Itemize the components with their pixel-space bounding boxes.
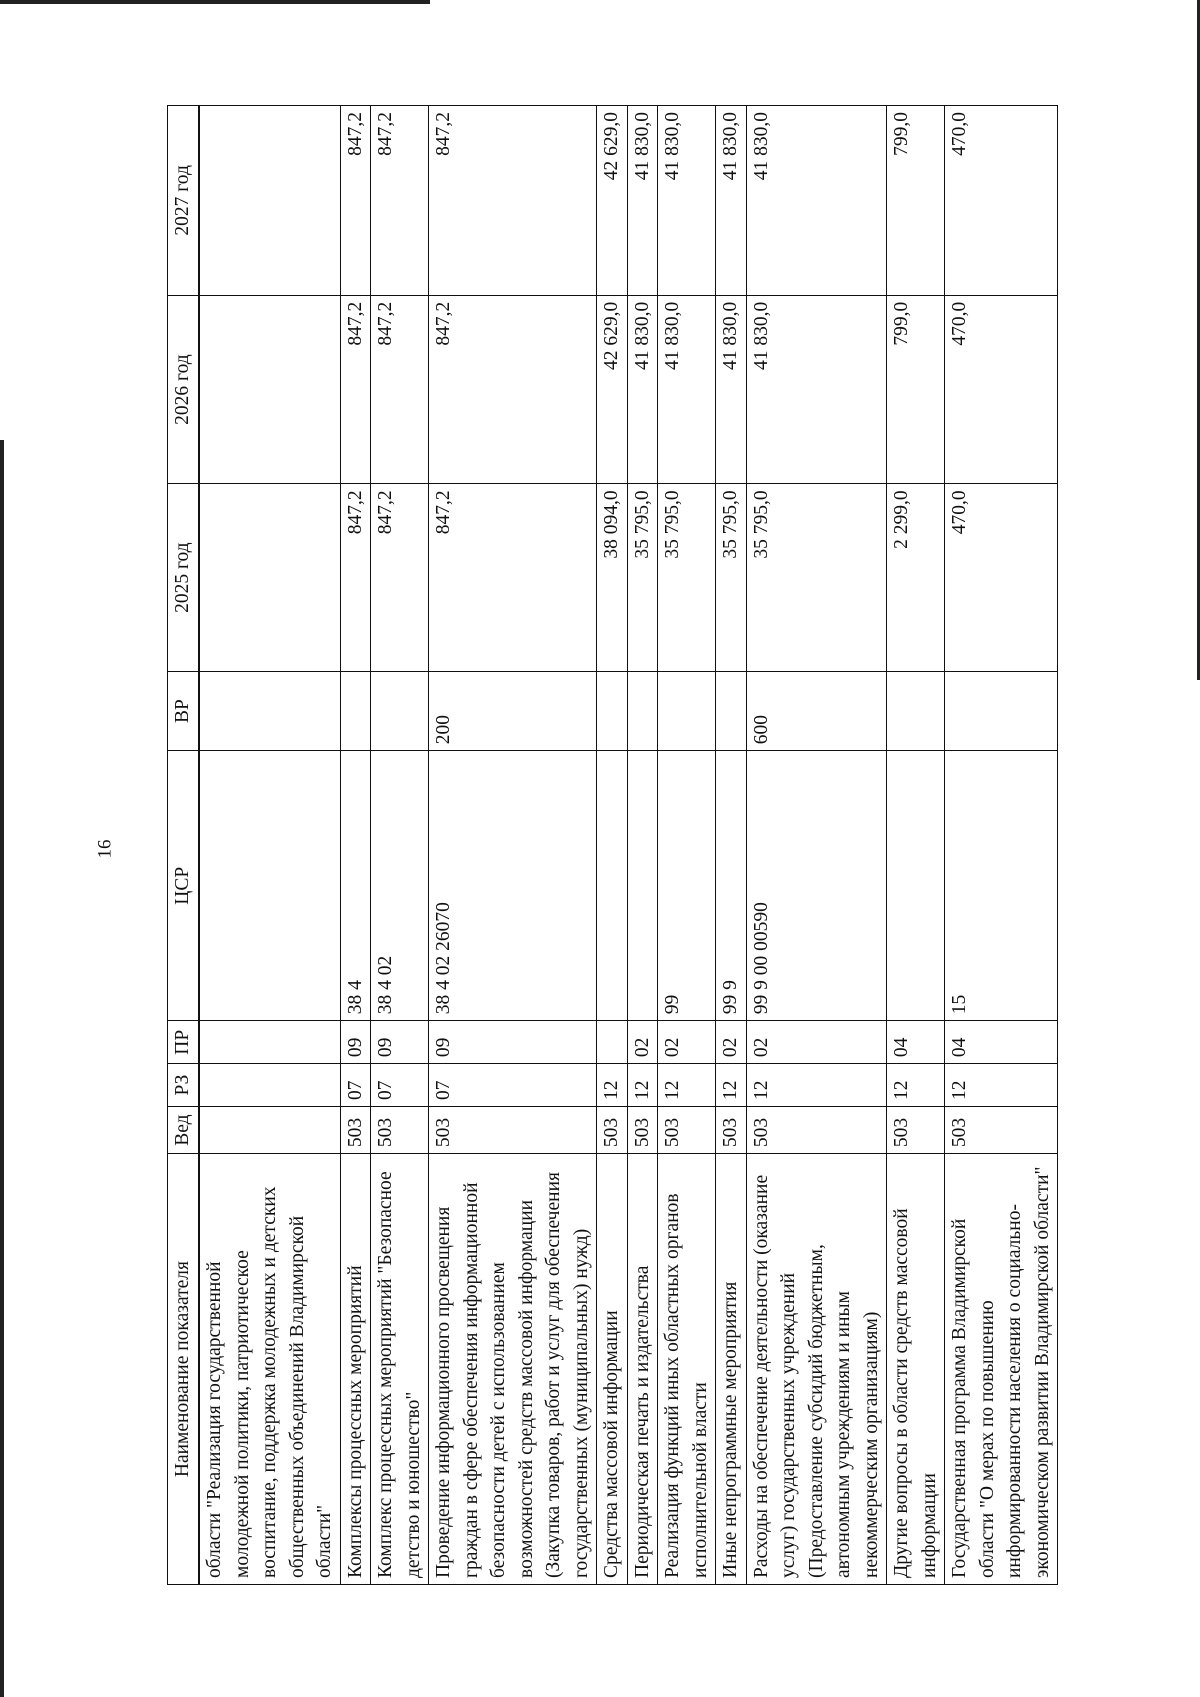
cell-value-2027 (199, 106, 340, 296)
cell-value-2025: 35 795,0 (658, 484, 716, 672)
header-cell-name: Наименование показателя (168, 1154, 200, 1585)
cell-rz: 12 (627, 1064, 658, 1107)
cell-value-2026: 847,2 (340, 295, 371, 484)
table-row (945, 106, 1058, 1585)
cell-value-2025 (199, 484, 340, 672)
cell-value-2026: 41 830,0 (627, 295, 658, 484)
cell-value-2025: 470,0 (945, 484, 1058, 672)
cell-vr: 200 (429, 671, 597, 750)
cell-value-2026 (199, 295, 340, 484)
table-row (887, 106, 945, 1585)
cell-value-2027: 41 830,0 (716, 106, 747, 296)
cell-value-2025: 35 795,0 (746, 484, 887, 672)
cell-vr (199, 671, 340, 750)
cell-csr: 38 4 (340, 751, 371, 1021)
cell-rz: 07 (429, 1064, 597, 1107)
cell-vr (716, 671, 747, 750)
cell-name: Реализация функций иных областных органов исполнительной власти (658, 1154, 716, 1585)
cell-rz: 12 (887, 1064, 945, 1107)
cell-pr: 04 (887, 1021, 945, 1064)
cell-rz: 07 (371, 1064, 429, 1107)
cell-ved: 503 (371, 1107, 429, 1154)
cell-pr: 09 (340, 1021, 371, 1064)
cell-ved: 503 (340, 1107, 371, 1154)
cell-vr (340, 671, 371, 750)
table-row (340, 106, 371, 1585)
table-row (746, 106, 887, 1585)
cell-ved: 503 (658, 1107, 716, 1154)
cell-name: области "Реализация государственной молодежной политики, патриотическое воспитание, поддержка молодежных и детских общественных объединений Владимирской области" (199, 1154, 340, 1585)
cell-pr: 04 (945, 1021, 1058, 1064)
cell-csr: 15 (945, 751, 1058, 1021)
cell-pr: 09 (371, 1021, 429, 1064)
cell-value-2026: 847,2 (371, 295, 429, 484)
cell-value-2025: 2 299,0 (887, 484, 945, 672)
cell-csr: 99 9 (716, 751, 747, 1021)
cell-ved: 503 (429, 1107, 597, 1154)
cell-value-2027: 42 629,0 (597, 106, 628, 296)
cell-vr (597, 671, 628, 750)
cell-rz: 12 (597, 1064, 628, 1107)
cell-ved: 503 (716, 1107, 747, 1154)
cell-name: Проведение информационного просвещения граждан в сфере обеспечения информационной безопасности детей с использованием возможностей средств массовой информации (Закупка товаров, работ и услуг для обеспечения государственных (муниципальных) нужд) (429, 1154, 597, 1585)
cell-name: Расходы на обеспечение деятельности (оказание услуг) государственных учреждений (Предоставление субсидий бюджетным, автономным учреждениям и иным некоммерческим организациям) (746, 1154, 887, 1585)
cell-value-2026: 470,0 (945, 295, 1058, 484)
cell-rz: 12 (716, 1064, 747, 1107)
cell-ved: 503 (627, 1107, 658, 1154)
table-row (658, 106, 716, 1585)
cell-ved: 503 (945, 1107, 1058, 1154)
cell-value-2027: 41 830,0 (746, 106, 887, 296)
scan-edge-left (0, 440, 4, 1697)
table-row (627, 106, 658, 1585)
cell-name: Средства массовой информации (597, 1154, 628, 1585)
cell-value-2027: 470,0 (945, 106, 1058, 296)
cell-rz: 12 (658, 1064, 716, 1107)
table-row (716, 106, 747, 1585)
header-cell-2027: 2027 год (168, 106, 200, 296)
table-body (199, 106, 1058, 1585)
cell-value-2027: 847,2 (371, 106, 429, 296)
header-cell-csr: ЦСР (168, 751, 200, 1021)
cell-name: Комплекс процессных мероприятий "Безопасное детство и юношество" (371, 1154, 429, 1585)
page-number: 16 (94, 839, 116, 859)
header-cell-ved: Вед (168, 1107, 200, 1154)
cell-value-2027: 41 830,0 (627, 106, 658, 296)
header-cell-rz: РЗ (168, 1064, 200, 1107)
cell-ved: 503 (887, 1107, 945, 1154)
cell-value-2027: 847,2 (340, 106, 371, 296)
cell-rz (199, 1064, 340, 1107)
cell-pr: 02 (658, 1021, 716, 1064)
cell-csr: 38 4 02 (371, 751, 429, 1021)
cell-pr: 09 (429, 1021, 597, 1064)
cell-ved: 503 (597, 1107, 628, 1154)
cell-rz: 12 (945, 1064, 1058, 1107)
cell-value-2025: 35 795,0 (627, 484, 658, 672)
cell-csr (199, 751, 340, 1021)
cell-vr (371, 671, 429, 750)
cell-vr (887, 671, 945, 750)
cell-pr: 02 (627, 1021, 658, 1064)
cell-name: Комплексы процессных мероприятий (340, 1154, 371, 1585)
cell-pr (199, 1021, 340, 1064)
cell-ved (199, 1107, 340, 1154)
header-cell-2025: 2025 год (168, 484, 200, 672)
cell-value-2027: 799,0 (887, 106, 945, 296)
cell-ved: 503 (746, 1107, 887, 1154)
header-cell-vr: ВР (168, 671, 200, 750)
cell-rz: 07 (340, 1064, 371, 1107)
scan-edge-top (0, 0, 430, 4)
cell-value-2025: 38 094,0 (597, 484, 628, 672)
cell-value-2025: 35 795,0 (716, 484, 747, 672)
cell-value-2025: 847,2 (429, 484, 597, 672)
cell-name: Периодическая печать и издательства (627, 1154, 658, 1585)
header-cell-2026: 2026 год (168, 295, 200, 484)
cell-value-2026: 42 629,0 (597, 295, 628, 484)
rotated-budget-table-container (167, 105, 1112, 1585)
cell-value-2025: 847,2 (340, 484, 371, 672)
cell-value-2026: 847,2 (429, 295, 597, 484)
table-row (371, 106, 429, 1585)
cell-value-2025: 847,2 (371, 484, 429, 672)
cell-csr: 99 (658, 751, 716, 1021)
cell-csr (887, 751, 945, 1021)
cell-vr (627, 671, 658, 750)
header-cell-pr: ПР (168, 1021, 200, 1064)
cell-name: Иные непрограммные мероприятия (716, 1154, 747, 1585)
cell-name: Другие вопросы в области средств массовой информации (887, 1154, 945, 1585)
cell-pr: 02 (716, 1021, 747, 1064)
cell-csr: 38 4 02 26070 (429, 751, 597, 1021)
budget-table (167, 105, 1058, 1585)
cell-value-2027: 41 830,0 (658, 106, 716, 296)
cell-vr (658, 671, 716, 750)
cell-value-2026: 41 830,0 (716, 295, 747, 484)
cell-name: Государственная программа Владимирской области "О мерах по повышению информированности населения о социально-экономическом развитии Владимирской области" (945, 1154, 1058, 1585)
cell-csr (597, 751, 628, 1021)
cell-value-2026: 799,0 (887, 295, 945, 484)
cell-csr: 99 9 00 00590 (746, 751, 887, 1021)
table-row (429, 106, 597, 1585)
cell-vr: 600 (746, 671, 887, 750)
cell-pr: 02 (746, 1021, 887, 1064)
cell-vr (945, 671, 1058, 750)
cell-csr (627, 751, 658, 1021)
cell-rz: 12 (746, 1064, 887, 1107)
table-header-row (168, 106, 200, 1585)
cell-value-2026: 41 830,0 (746, 295, 887, 484)
cell-value-2027: 847,2 (429, 106, 597, 296)
cell-value-2026: 41 830,0 (658, 295, 716, 484)
table-row (199, 106, 340, 1585)
table-row (597, 106, 628, 1585)
cell-pr (597, 1021, 628, 1064)
